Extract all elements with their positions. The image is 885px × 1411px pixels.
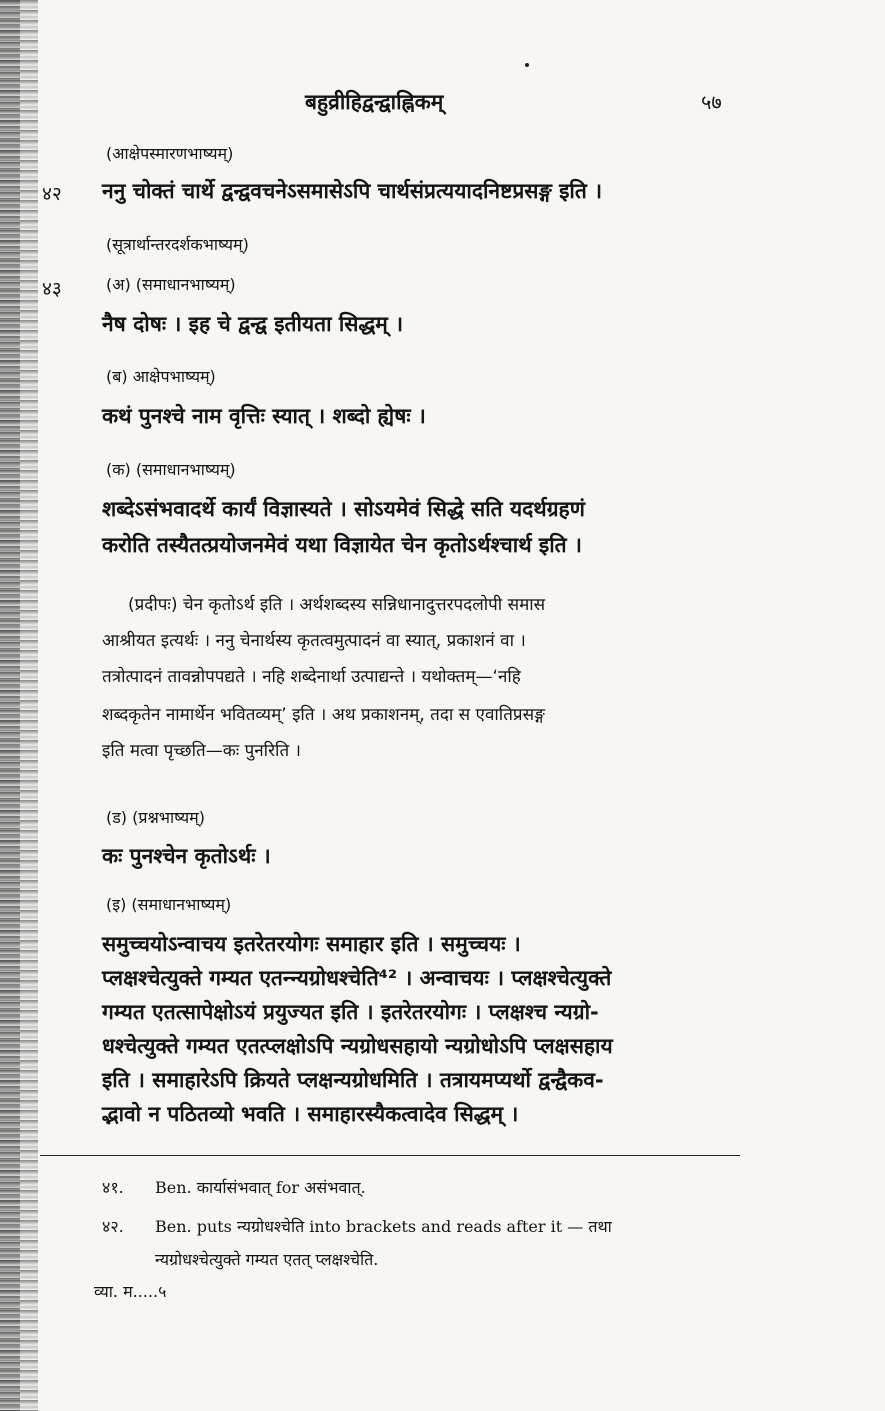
section-label-i-samadhana: (इ) (समाधानभाष्यम्) <box>106 895 232 914</box>
footnote-text-42: Ben. puts न्यग्रोधश्चेति into brackets and reads after it — तथा <box>155 1217 612 1236</box>
scanned-page-edge-dark <box>0 0 20 1411</box>
bhashya-text-naisha: नैष दोषः । इह चे द्वन्द्व इतीयता सिद्धम् । <box>102 312 404 336</box>
page-number: ५७ <box>701 90 722 114</box>
section-label-d-prashna: (ड) (प्रश्नभाष्यम्) <box>106 808 205 827</box>
pradipa-line-5: इति मत्वा पृच्छति—कः पुनरिति । <box>102 741 301 761</box>
footnote-number-42: ४२. <box>102 1217 124 1236</box>
section-label-akshepa-smarana: (आक्षेपस्मारणभाष्यम्) <box>106 144 234 163</box>
printer-signature: व्या. म.....५ <box>94 1282 167 1301</box>
bhashya-text-kah: कः पुनश्चेन कृतोऽर्थः । <box>102 844 271 868</box>
samuccaya-line-5: इति । समाहारेऽपि क्रियते प्लक्षन्यग्रोधमिति । तत्रायमप्यर्थो द्वन्द्वैकव- <box>102 1068 604 1092</box>
ink-speck <box>525 63 529 67</box>
samuccaya-line-1: समुच्चयोऽन्वाचय इतरेतरयोगः समाहार इति । समुच्चयः । <box>102 932 521 956</box>
section-label-b-akshepa: (ब) आक्षेपभाष्यम्) <box>106 367 216 386</box>
bhashya-line-2: करोति तस्यैतत्प्रयोजनमेवं यथा विज्ञायेत चेन कृतोऽर्थश्चार्थ इति । <box>102 533 582 557</box>
sutra-number-42: ४२ <box>42 183 62 205</box>
samuccaya-line-4: धश्चेत्युक्ते गम्यत एतत्प्लक्षोऽपि न्यग्रोधसहायो न्यग्रोधोऽपि प्लक्षसहाय <box>102 1034 613 1058</box>
running-title: बहुव्रीहिद्वन्द्वाह्निकम् <box>305 90 444 114</box>
samuccaya-line-3: गम्यत एतत्सापेक्षोऽयं प्रयुज्यत इति । इतरेतरयोगः । प्लक्षश्च न्यग्रो- <box>102 1000 599 1024</box>
footnote-divider <box>40 1155 740 1156</box>
samuccaya-line-6: द्भावो न पठितव्यो भवति । समाहारस्यैकत्वादेव सिद्धम् । <box>102 1102 519 1126</box>
pradipa-line-4: शब्दकृतेन नामार्थेन भवितव्यम्’ इति । अथ प्रकाशनम्, तदा स एवातिप्रसङ्ग <box>102 705 545 725</box>
footnote-text-41: Ben. कार्यासंभवात् for असंभवात्. <box>155 1178 366 1197</box>
samuccaya-line-2: प्लक्षश्चेत्युक्ते गम्यत एतन्न्यग्रोधश्चेति⁴² । अन्वाचयः । प्लक्षश्चेत्युक्ते <box>102 966 612 990</box>
bhashya-text-42: ननु चोक्तं चार्थे द्वन्द्ववचनेऽसमासेऽपि चार्थसंप्रत्ययादनिष्टप्रसङ्ग इति । <box>102 179 603 203</box>
bhashya-line-1: शब्देऽसंभवादर्थे कार्यं विज्ञास्यते । सोऽयमेवं सिद्धे सति यदर्थग्रहणं <box>102 497 585 521</box>
footnote-text-42-cont: न्यग्रोधश्चेत्युक्ते गम्यत एतत् प्लक्षश्चेति. <box>155 1250 379 1269</box>
section-label-a-samadhana: (अ) (समाधानभाष्यम्) <box>106 275 236 294</box>
pradipa-line-1: (प्रदीपः) चेन कृतोऽर्थ इति । अर्थशब्दस्य सन्निधानादुत्तरपदलोपी समास <box>128 595 546 615</box>
pradipa-line-3: तत्रोत्पादनं तावन्नोपपद्यते । नहि शब्देनार्था उत्पाद्यन्ते । यथोक्तम्—‘नहि <box>102 667 521 687</box>
section-label-k-samadhana: (क) (समाधानभाष्यम्) <box>106 460 236 479</box>
pradipa-line-2: आश्रीयत इत्यर्थः । ननु चेनार्थस्य कृतत्वमुत्पादनं वा स्यात्, प्रकाशनं वा । <box>102 631 526 651</box>
sutra-number-43: ४३ <box>42 278 62 300</box>
bhashya-text-katham: कथं पुनश्चे नाम वृत्तिः स्यात् । शब्दो ह्येषः । <box>102 404 426 428</box>
section-label-sutrartha: (सूत्रार्थान्तरदर्शकभाष्यम्) <box>106 235 249 254</box>
footnote-number-41: ४१. <box>102 1178 124 1197</box>
